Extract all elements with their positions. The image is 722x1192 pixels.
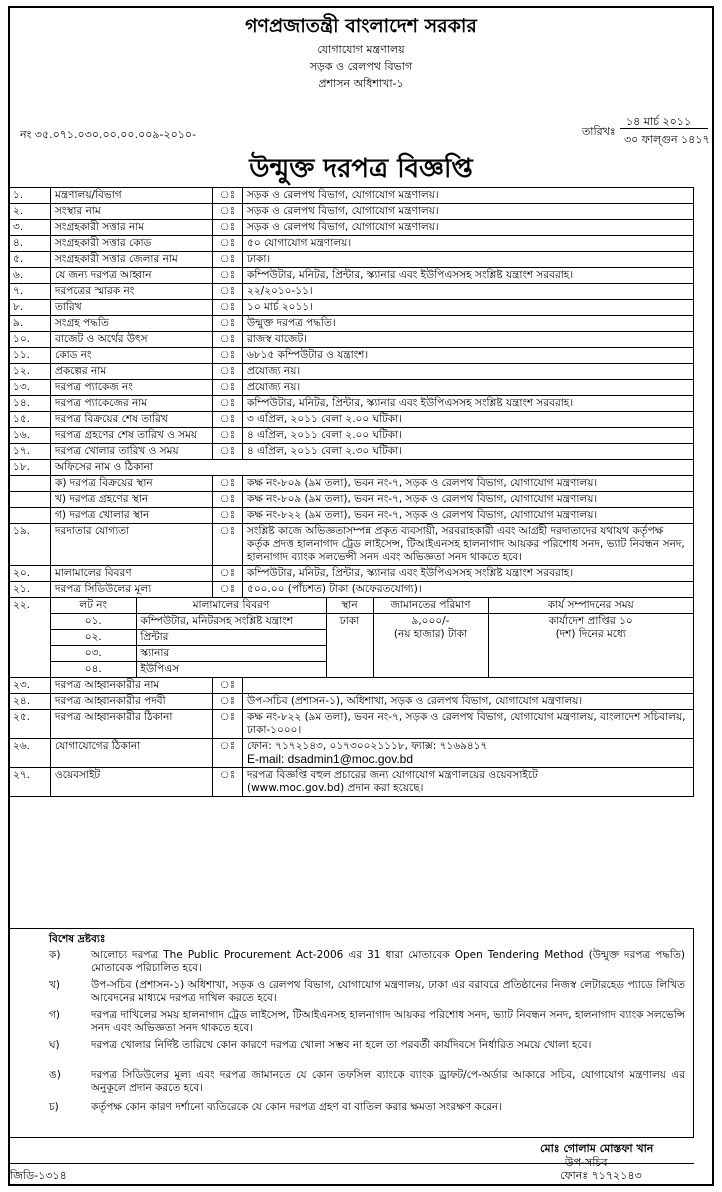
row-label: মন্ত্রণালয়/বিভাগ (51, 188, 213, 204)
row-label: সংগ্রহকারী সত্তার জেলার নাম (51, 252, 213, 268)
row-label: দরপত্র গ্রহণের শেষ তারিখ ও সময় (51, 428, 213, 444)
table-row (9, 300, 694, 316)
lot-number: ০১. (51, 614, 136, 630)
row-number: ২৬. (9, 739, 51, 768)
row-value: কম্পিউটার, মনিটর, প্রিন্টার, স্ক্যানার এবং ইউপিএসসহ সংশ্লিষ্ট যন্ত্রাংশ সরবরাহ। (243, 396, 694, 412)
row-colon: ঃ (213, 492, 243, 508)
row-label: ওয়েবসাইট (51, 768, 213, 797)
row-value: ৩ এপ্রিল, ২০১১ বেলা ২.০০ ঘটিকা। (243, 412, 694, 428)
contact-value (243, 739, 694, 768)
signatory-name: মোঃ গোলাম মোস্তফা খান (540, 1142, 654, 1155)
lot-place: ঢাকা (326, 614, 373, 678)
row-colon: ঃ (213, 739, 243, 768)
row-label: প্রকল্পের নাম (51, 364, 213, 380)
row-colon: ঃ (213, 566, 243, 582)
table-row (9, 220, 694, 236)
gd-number: জিডি-১৩১৪ (10, 1169, 67, 1182)
table-row (9, 678, 694, 694)
row-number: ২৩. (9, 678, 51, 694)
row-colon: ঃ (213, 348, 243, 364)
table-row (9, 188, 694, 204)
note-marker: ঙ) (49, 1069, 61, 1081)
table-row (9, 428, 694, 444)
note-item (49, 949, 685, 975)
row-number (9, 476, 51, 492)
note-text: উপ-সচিব (প্রশাসন-১) অধিশাখা, সড়ক ও রেলপথ বিভাগ, যোগাযোগ মন্ত্রণালয়, ঢাকা এর বরাবরে প্রতিষ্ঠানের নিজস্ব লেটারহেড প্যাডে লিখিত আবেদনের মাধ্যমে দরপত্র দাখিল করতে হবে। (91, 979, 685, 1004)
row-number: ২৭. (9, 768, 51, 797)
branch-name: প্রশাসন অধিশাখা-১ (318, 77, 404, 90)
table-row (9, 508, 694, 524)
table-row (9, 252, 694, 268)
row-colon: ঃ (213, 694, 243, 710)
table-row (9, 396, 694, 412)
lot-table-row (9, 598, 694, 678)
table-row (9, 460, 694, 476)
row-value: সড়ক ও রেলপথ বিভাগ, যোগাযোগ মন্ত্রণালয়। (243, 204, 694, 220)
notice-title: উন্মুক্ত দরপত্র বিজ্ঞপ্তি (249, 154, 473, 184)
reference-number: নং ৩৫.০৭১.০৩০.০০.০০.০০৯-২০১০- (20, 128, 197, 141)
row-number: ৯. (9, 316, 51, 332)
row-label: দরপত্র আহ্বানকারীর নাম (51, 678, 213, 694)
lot-number: ০২. (51, 630, 136, 646)
website-url: (www.moc.gov.bd) প্রদান করা হয়েছে। (247, 782, 424, 794)
security-amount-words: (নয় হাজার) টাকা (393, 628, 468, 640)
table-row (9, 566, 694, 582)
row-colon: ঃ (213, 364, 243, 380)
row-value: ৪ এপ্রিল, ২০১১ বেলা ২.৩০ ঘটিকা। (243, 444, 694, 460)
row-label: তারিখ (51, 300, 213, 316)
row-colon: ঃ (213, 428, 243, 444)
row-value (243, 678, 694, 694)
security-amount: ৯,০০০/- (411, 615, 450, 627)
note-marker: চ) (49, 1101, 59, 1113)
row-label: দরপত্র প্যাকেজ নং (51, 380, 213, 396)
lot-header: জামানতের পরিমাণ (373, 598, 488, 614)
row-value: প্রযোজ্য নয়। (243, 364, 694, 380)
row-label: দরপত্র আহ্বানকারীর ঠিকানা (51, 710, 213, 739)
row-colon: ঃ (213, 710, 243, 739)
row-number: ৭. (9, 284, 51, 300)
row-colon: ঃ (213, 284, 243, 300)
row-colon: ঃ (213, 380, 243, 396)
row-value: ৬৮১৫ কম্পিউটার ও যন্ত্রাংশ। (243, 348, 694, 364)
note-item (49, 1101, 685, 1114)
table-row (9, 204, 694, 220)
row-number: ১৬. (9, 428, 51, 444)
row-value: উন্মুক্ত দরপত্র পদ্ধতি। (243, 316, 694, 332)
row-number: ২৫. (9, 710, 51, 739)
table-row (9, 236, 694, 252)
lot-table (51, 598, 693, 677)
lot-header: মালামালের বিবরণ (136, 598, 326, 614)
website-text: দরপত্র বিজ্ঞপ্তি বহুল প্রচারের জন্য যোগাযোগ মন্ত্রণালয়ের ওয়েবসাইটে (247, 769, 538, 781)
table-row (9, 524, 694, 566)
row-value: ৫০০.০০ (পাঁচশত) টাকা (অফেরতযোগ্য)। (243, 582, 694, 598)
row-label: সংগ্রহ পদ্ধতি (51, 316, 213, 332)
table-row (9, 710, 694, 739)
row-colon: ঃ (213, 412, 243, 428)
row-label: খ) দরপত্র গ্রহণের স্থান (51, 492, 213, 508)
lot-description: কম্পিউটার, মনিটরসহ সংশ্লিষ্ট যন্ত্রাংশ (136, 614, 326, 630)
row-number (9, 492, 51, 508)
note-item (49, 979, 685, 1005)
row-number: ৪. (9, 236, 51, 252)
row-colon: ঃ (213, 768, 243, 797)
lot-header: লট নং (51, 598, 136, 614)
row-number: ১৯. (9, 524, 51, 566)
table-row (9, 694, 694, 710)
row-label: সংগ্রহকারী সত্তার নাম (51, 220, 213, 236)
row-value: কক্ষ নং-৮০৯ (৯ম তলা), ভবন নং-৭, সড়ক ও রেলপথ বিভাগ, যোগাযোগ মন্ত্রণালয়। (243, 492, 694, 508)
row-value: ১০ মার্চ ২০১১। (243, 300, 694, 316)
table-row (9, 768, 694, 797)
special-notes (8, 928, 694, 1138)
row-number: ২. (9, 204, 51, 220)
table-row (9, 380, 694, 396)
row-label: সংস্থার নাম (51, 204, 213, 220)
row-label: দরপত্র বিক্রয়ের শেষ তারিখ (51, 412, 213, 428)
row-number: ১৮. (9, 460, 51, 476)
row-label: কোড নং (51, 348, 213, 364)
row-colon: ঃ (213, 204, 243, 220)
row-label: দরপত্র খোলার তারিখ ও সময় (51, 444, 213, 460)
note-marker: ক) (49, 949, 61, 961)
lot-table-cell (51, 598, 694, 678)
row-label: যে জন্য দরপত্র আহ্বান (51, 268, 213, 284)
row-value: ৫০ যোগাযোগ মন্ত্রণালয়। (243, 236, 694, 252)
row-colon: ঃ (213, 678, 243, 694)
note-text: আলোচ্য দরপত্র The Public Procurement Act-2006 এর 31 ধারা মোতাবেক Open Tendering Method (উন্মুক্ত দরপত্র পদ্ধতি) মোতাবেক পরিচালিত হবে। (91, 949, 685, 974)
row-label: সংগ্রহকারী সত্তার কোড (51, 236, 213, 252)
row-label: যোগাযোগের ঠিকানা (51, 739, 213, 768)
row-colon: ঃ (213, 396, 243, 412)
row-value: ৪ এপ্রিল, ২০১১ বেলা ২.০০ ঘটিকা। (243, 428, 694, 444)
row-number: ৬. (9, 268, 51, 284)
row-value: রাজস্ব বাজেট। (243, 332, 694, 348)
row-number: ২০. (9, 566, 51, 582)
table-row (9, 284, 694, 300)
note-item (49, 1039, 685, 1052)
completion-time-line2: (দশ) দিনের মধ্যে (555, 628, 626, 640)
table-row (9, 444, 694, 460)
notes-heading: বিশেষ দ্রষ্টব্যঃ (49, 933, 106, 945)
signatory-designation: উপ-সচিব (565, 1156, 608, 1169)
row-value: কম্পিউটার, মনিটর, প্রিন্টার, স্ক্যানার এবং ইউপিএসসহ সংশ্লিষ্ট যন্ত্রাংশ সরবরাহ। (243, 268, 694, 284)
row-label: ক) দরপত্র বিক্রয়ের স্থান (51, 476, 213, 492)
row-value: উপ-সচিব (প্রশাসন-১), অধিশাখা, সড়ক ও রেলপথ বিভাগ, যোগাযোগ মন্ত্রণালয়। (243, 694, 694, 710)
table-row (9, 268, 694, 284)
row-colon: ঃ (213, 316, 243, 332)
row-value: ঢাকা। (243, 252, 694, 268)
row-colon: ঃ (213, 300, 243, 316)
row-value: কক্ষ নং-৮২২ (৯ম তলা), ভবন নং-৭, সড়ক ও রেলপথ বিভাগ, যোগাযোগ মন্ত্রণালয়। (243, 508, 694, 524)
row-colon: ঃ (213, 444, 243, 460)
row-colon: ঃ (213, 582, 243, 598)
row-number: ১০. (9, 332, 51, 348)
lot-number: ০৪. (51, 662, 136, 678)
row-number: ৮. (9, 300, 51, 316)
row-label: বাজেট ও অর্থের উৎস (51, 332, 213, 348)
row-colon: ঃ (213, 188, 243, 204)
row-colon: ঃ (213, 252, 243, 268)
lot-number: ০৩. (51, 646, 136, 662)
date-bangla: ৩০ ফাল্গুন ১৪১৭ (624, 133, 710, 146)
contact-phone: ফোন: ৭১৭২১৪৩, ০১৭৩০০২১১১৮, ফ্যাক্স: ৭১৬৯৪১৭ (247, 740, 488, 752)
footer-divider (8, 1163, 694, 1164)
row-colon: ঃ (213, 508, 243, 524)
row-number: ১৩. (9, 380, 51, 396)
table-row (9, 348, 694, 364)
row-value: ২২/২০১০-১১। (243, 284, 694, 300)
note-item (49, 1009, 685, 1035)
signatory-phone: ফোনঃ ৭১৭২১৪৩ (560, 1169, 642, 1182)
table-row (9, 412, 694, 428)
row-number (9, 508, 51, 524)
row-value: সংশ্লিষ্ট কাজে অভিজ্ঞতাসম্পন্ন প্রকৃত ব্যবসায়ী, সরবরাহকারী এবং আগ্রহী দরদাতাদের যথাযথ কর্তৃপক্ষ কর্তৃক প্রদত্ত হালনাগাদ ট্রেড লাইসেন্স, টিআইএনসহ হালনাগাদ আয়কর পরিশোধ সনদ, ভ্যাট নিবন্ধন সনদ, হালনাগাদ ব্যাংক সলভেন্সী সনদ এবং অভিজ্ঞতা সনদ থাকতে হবে। (243, 524, 694, 566)
row-value: সড়ক ও রেলপথ বিভাগ, যোগাযোগ মন্ত্রণালয়। (243, 220, 694, 236)
table-row (9, 332, 694, 348)
table-row (9, 582, 694, 598)
row-label: মালামালের বিবরণ (51, 566, 213, 582)
table-row (9, 476, 694, 492)
row-label: দরপত্রের স্মারক নং (51, 284, 213, 300)
contact-email: E-mail: dsadmin1@moc.gov.bd (247, 752, 414, 766)
row-label: দরপত্র প্যাকেজের নাম (51, 396, 213, 412)
table-row (9, 739, 694, 768)
note-marker: খ) (49, 979, 60, 991)
row-colon: ঃ (213, 332, 243, 348)
table-row (9, 492, 694, 508)
note-text: দরপত্র সিডিউলের মূল্য এবং দরপত্র জামানতে যে কোন তফসিল ব্যাংকে ব্যাংক ড্রাফট/পে-অর্ডার আকারে সচিব, যোগাযোগ মন্ত্রণালয় এর অনুকূলে প্রদান করতে হবে। (91, 1069, 685, 1094)
lot-header: স্থান (326, 598, 373, 614)
ministry-name: যোগাযোগ মন্ত্রণালয় (317, 43, 405, 56)
lot-description: স্ক্যানার (136, 646, 326, 662)
row-number: ১১. (9, 348, 51, 364)
date-label: তারিখঃ (582, 125, 616, 138)
lot-header: কার্য সম্পাদনের সময় (488, 598, 693, 614)
row-number: ৩. (9, 220, 51, 236)
date-divider (620, 128, 708, 129)
completion-time-line1: কার্যাদেশ প্রাপ্তির ১০ (548, 615, 633, 627)
row-number: ১৫. (9, 412, 51, 428)
row-label: গ) দরপত্র খোলার স্থান (51, 508, 213, 524)
lot-item (51, 614, 693, 630)
website-value (243, 768, 694, 797)
row-number: ১৪. (9, 396, 51, 412)
row-value: প্রযোজ্য নয়। (243, 380, 694, 396)
row-value: সড়ক ও রেলপথ বিভাগ, যোগাযোগ মন্ত্রণালয়। (243, 188, 694, 204)
row-number: ২২. (9, 598, 51, 678)
lot-security (373, 614, 488, 678)
row-label: দরপত্র সিডিউলের মূল্য (51, 582, 213, 598)
lot-description: প্রিন্টার (136, 630, 326, 646)
lot-completion-time (488, 614, 693, 678)
row-value: কক্ষ নং-৮২২ (৯ম তলা), ভবন নং-৭, সড়ক ও রেলপথ বিভাগ, যোগাযোগ মন্ত্রণালয়, বাংলাদেশ সচিবালয়, ঢাকা-১০০০। (243, 710, 694, 739)
note-marker: গ) (49, 1009, 60, 1021)
row-number: ২১. (9, 582, 51, 598)
row-label: অফিসের নাম ও ঠিকানা (51, 460, 694, 476)
note-marker: ঘ) (49, 1039, 60, 1051)
row-label: দরপত্র আহ্বানকারীর পদবী (51, 694, 213, 710)
row-value: কক্ষ নং-৮০৯ (৯ম তলা), ভবন নং-৭, সড়ক ও রেলপথ বিভাগ, যোগাযোগ মন্ত্রণালয়। (243, 476, 694, 492)
row-number: ১. (9, 188, 51, 204)
note-text: কর্তৃপক্ষ কোন কারণ দর্শানো ব্যতিরেকে যে কোন দরপত্র গ্রহণ বা বাতিল করার ক্ষমতা সংরক্ষণ করেন। (91, 1101, 502, 1113)
row-value: কম্পিউটার, মনিটর, প্রিন্টার, স্ক্যানার এবং ইউপিএসসহ সংশ্লিষ্ট যন্ত্রাংশ সরবরাহ। (243, 566, 694, 582)
row-colon: ঃ (213, 268, 243, 284)
row-colon: ঃ (213, 236, 243, 252)
row-number: ৫. (9, 252, 51, 268)
row-colon: ঃ (213, 476, 243, 492)
lot-description: ইউপিএস (136, 662, 326, 678)
note-text: দরপত্র খোলার নির্দিষ্ট তারিখে কোন কারণে দরপত্র খোলা সম্ভব না হলে তা পরবর্তী কার্যদিবসে নির্ধারিত সময়ে খোলা হবে। (91, 1039, 592, 1051)
row-label: দরদাতার যোগ্যতা (51, 524, 213, 566)
table-row (9, 316, 694, 332)
table-row (9, 364, 694, 380)
row-number: ১৭. (9, 444, 51, 460)
row-number: ১২. (9, 364, 51, 380)
note-item (49, 1069, 685, 1095)
government-heading: গণপ্রজাতন্ত্রী বাংলাদেশ সরকার (245, 15, 477, 37)
row-number: ২৪. (9, 694, 51, 710)
row-colon: ঃ (213, 220, 243, 236)
note-text: দরপত্র দাখিলের সময় হালনাগাদ ট্রেড লাইসেন্স, টিআইএনসহ হালনাগাদ আয়কর পরিশোধ সনদ, ভ্যাট নিবন্ধন সনদ, হালনাগাদ ব্যাংক সলভেন্সি সনদ এবং অভিজ্ঞতা সনদ থাকতে হবে। (91, 1009, 685, 1034)
tender-details-table (8, 187, 694, 797)
row-colon: ঃ (213, 524, 243, 566)
date-english: ১৪ মার্চ ২০১১ (626, 115, 692, 128)
division-name: সড়ক ও রেলপথ বিভাগ (309, 60, 413, 73)
